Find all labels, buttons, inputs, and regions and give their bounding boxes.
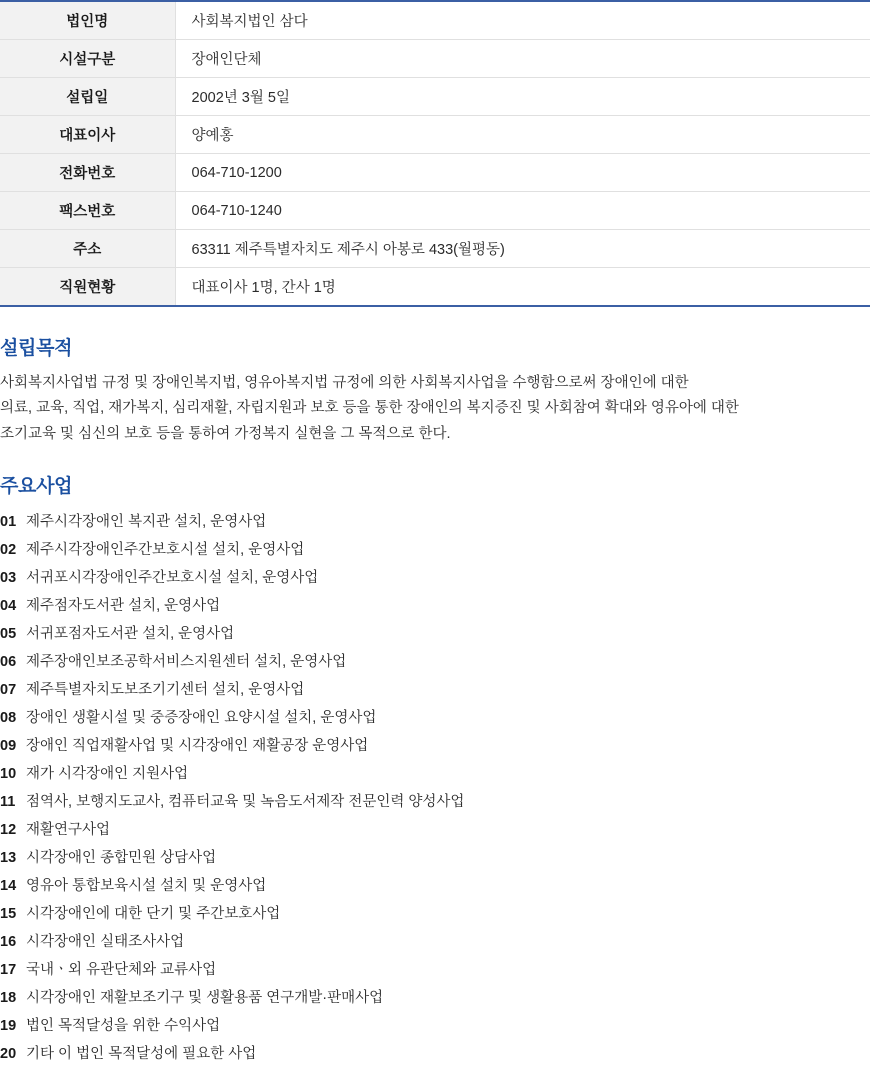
list-item-number: 03 [0,570,17,587]
organization-info-table [0,0,870,307]
list-item-number: 05 [0,626,17,643]
bottom-spacer [0,1070,870,1084]
list-item-number: 19 [0,1018,17,1035]
list-item-label: 국내ㆍ외 유관단체와 교류사업 [26,962,217,979]
list-item-number: 07 [0,682,17,699]
info-label-corporation-name: 법인명 [0,1,175,40]
list-item-label: 서귀포점자도서관 설치, 운영사업 [26,626,235,643]
list-item [0,902,870,923]
purpose-section-body [0,372,870,445]
list-item-number: 10 [0,766,17,783]
list-item [0,622,870,643]
info-label-fax: 팩스번호 [0,192,175,230]
list-item-number: 12 [0,822,17,839]
info-label-established-date: 설립일 [0,78,175,116]
list-item-label: 시각장애인 종합민원 상담사업 [26,850,217,867]
list-item-number: 20 [0,1046,17,1063]
list-item [0,846,870,867]
list-item-label: 재가 시각장애인 지원사업 [26,766,189,783]
purpose-line: 사회복지사업법 규정 및 장애인복지법, 영유아복지법 규정에 의한 사회복지사업을 수행함으로써 장애인에 대한 [0,375,689,391]
list-item-label: 법인 목적달성을 위한 수익사업 [26,1018,221,1035]
table-row [0,230,870,268]
info-label-staff-status: 직원현황 [0,268,175,307]
purpose-section-title: 설립목적 [0,338,73,359]
list-item [0,538,870,559]
info-value-address: 63311 제주특별자치도 제주시 아봉로 433(월평동) [191,242,505,258]
info-label-representative: 대표이사 [0,116,175,154]
table-row [0,40,870,78]
list-item-number: 11 [0,794,16,811]
info-value-established-date: 2002년 3월 5일 [191,90,290,106]
info-value-facility-type: 장애인단체 [191,52,262,68]
list-item-number: 08 [0,710,17,727]
list-item-label: 재활연구사업 [26,822,111,839]
info-value-representative: 양예홍 [191,128,234,144]
list-item [0,818,870,839]
list-item [0,650,870,671]
list-item-label: 제주시각장애인 복지관 설치, 운영사업 [26,514,267,531]
list-item [0,986,870,1007]
table-row [0,116,870,154]
list-item-label: 점역사, 보행지도교사, 컴퓨터교육 및 녹음도서제작 전문인력 양성사업 [26,794,465,811]
table-row [0,78,870,116]
list-item [0,958,870,979]
list-item-number: 01 [0,514,17,531]
list-item-label: 제주특별자치도보조기기센터 설치, 운영사업 [26,682,305,699]
list-item-number: 15 [0,906,17,923]
info-value-corporation-name: 사회복지법인 삼다 [191,14,308,30]
list-item-number: 13 [0,850,17,867]
business-section-title: 주요사업 [0,476,73,498]
list-item-number: 04 [0,598,17,615]
list-item-number: 06 [0,654,17,671]
list-item [0,678,870,699]
list-item-number: 02 [0,542,17,559]
purpose-line: 의료, 교육, 직업, 재가복지, 심리재활, 자립지원과 보호 등을 통한 장애인의 복지증진 및 사회참여 확대와 영유아에 대한 [0,400,739,417]
info-table-body [0,1,870,306]
list-item [0,790,870,811]
list-item-label: 시각장애인에 대한 단기 및 주간보호사업 [26,906,281,923]
list-item [0,734,870,755]
table-row [0,192,870,230]
list-item [0,930,870,951]
list-item [0,1014,870,1035]
info-value-phone: 064-710-1200 [191,164,282,181]
list-item-label: 제주장애인보조공학서비스지원센터 설치, 운영사업 [26,654,347,671]
info-label-address: 주소 [0,230,175,268]
business-list [0,510,870,1063]
list-item-label: 시각장애인 실태조사사업 [26,934,185,951]
list-item [0,874,870,895]
list-item-label: 시각장애인 재활보조기구 및 생활용품 연구개발·판매사업 [26,990,384,1007]
list-item-number: 18 [0,990,17,1007]
list-item [0,594,870,615]
list-item [0,762,870,783]
list-item-label: 장애인 직업재활사업 및 시각장애인 재활공장 운영사업 [26,738,369,755]
list-item-label: 기타 이 법인 목적달성에 필요한 사업 [26,1046,257,1063]
list-item-number: 16 [0,934,17,951]
list-item [0,1042,870,1063]
list-item [0,706,870,727]
info-label-phone: 전화번호 [0,154,175,192]
info-value-staff-status: 대표이사 1명, 간사 1명 [191,280,336,296]
list-item-label: 장애인 생활시설 및 중증장애인 요양시설 설치, 운영사업 [26,710,377,727]
list-item-label: 서귀포시각장애인주간보호시설 설치, 운영사업 [26,570,319,587]
table-row [0,1,870,40]
list-item [0,510,870,531]
list-item-label: 영유아 통합보육시설 설치 및 운영사업 [26,878,267,895]
list-item [0,566,870,587]
table-row [0,154,870,192]
list-item-label: 제주시각장애인주간보호시설 설치, 운영사업 [26,542,305,559]
table-row [0,268,870,307]
list-item-number: 09 [0,738,17,755]
purpose-line: 조기교육 및 심신의 보호 등을 통하여 가정복지 실현을 그 목적으로 한다. [0,425,451,442]
list-item-label: 제주점자도서관 설치, 운영사업 [26,598,221,615]
list-item-number: 14 [0,878,17,895]
info-value-fax: 064-710-1240 [191,202,282,219]
info-label-facility-type: 시설구분 [0,40,175,78]
list-item-number: 17 [0,962,17,979]
